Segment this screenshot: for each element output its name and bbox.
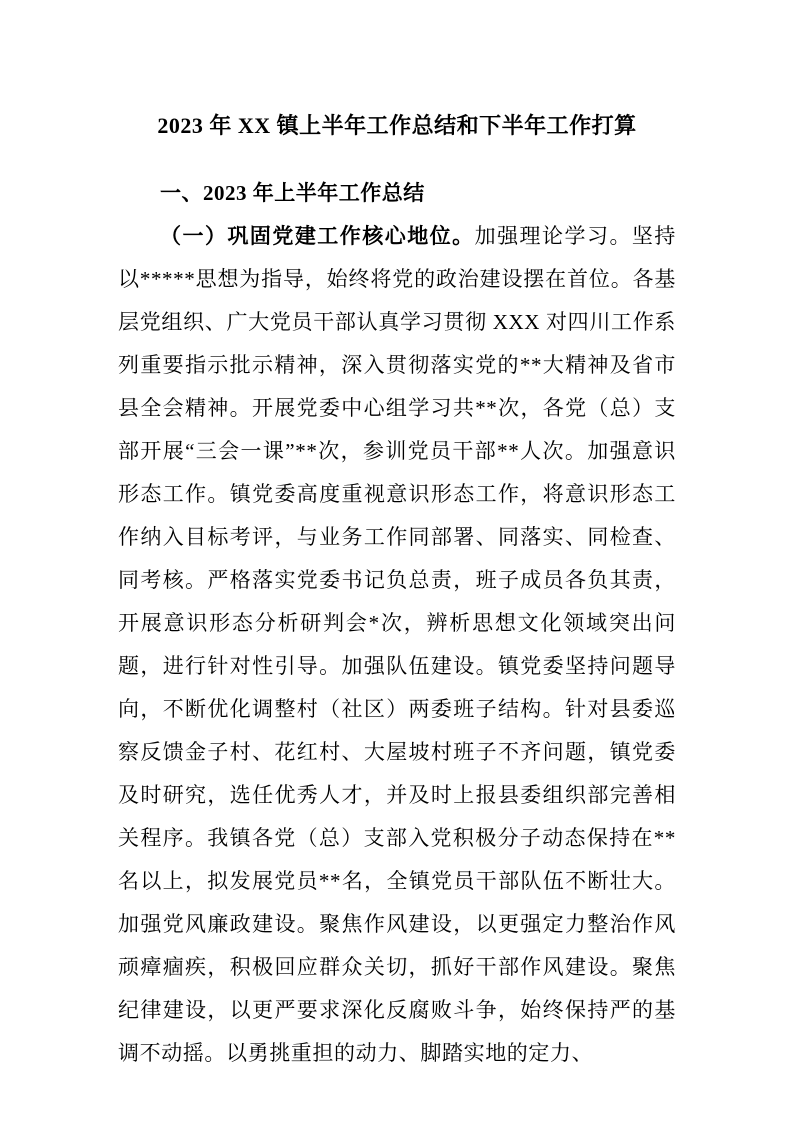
paragraph-text: 加强理论学习。坚持以*****思想为指导，始终将党的政治建设摆在首位。各基层党组织、广大党员干部认真学习贯彻 XXX 对四川工作系列重要指示批示精神，深入贯彻落实党的**大精神及省市县全会精神。开展党委中心组学习共**次，各党（总）支部开展“三会一课”**次，参训党员干部**人次。加强意识形态工作。镇党委高度重视意识形态工作，将意识形态工作纳入目标考评，与业务工作同部署、同落实、同检查、同考核。严格落实党委书记负总责，班子成员各负其责，开展意识形态分析研判会*次，辨析思想文化领域突出问题，进行针对性引导。加强队伍建设。镇党委坚持问题导向，不断优化调整村（社区）两委班子结构。针对县委巡察反馈金子村、花红村、大屋坡村班子不齐问题，镇党委及时研究，选任优秀人才，并及时上报县委组织部完善相关程序。我镇各党（总）支部入党积极分子动态保持在**名以上，拟发展党员**名，全镇党员干部队伍不断壮大。加强党风廉政建设。聚焦作风建设，以更强定力整治作风顽瘴痼疾，积极回应群众关切，抓好干部作风建设。聚焦纪律建设，以更严要求深化反腐败斗争，始终保持严的基调不动摇。以勇挑重担的动力、脚踏实地的定力、 (118, 224, 676, 1065)
paragraph-lead: （一）巩固党建工作核心地位。 (160, 224, 475, 248)
section-heading: 一、2023 年上半年工作总结 (160, 181, 425, 205)
body-paragraph (118, 215, 676, 1075)
document-title: 2023 年 XX 镇上半年工作总结和下半年工作打算 (157, 113, 637, 138)
